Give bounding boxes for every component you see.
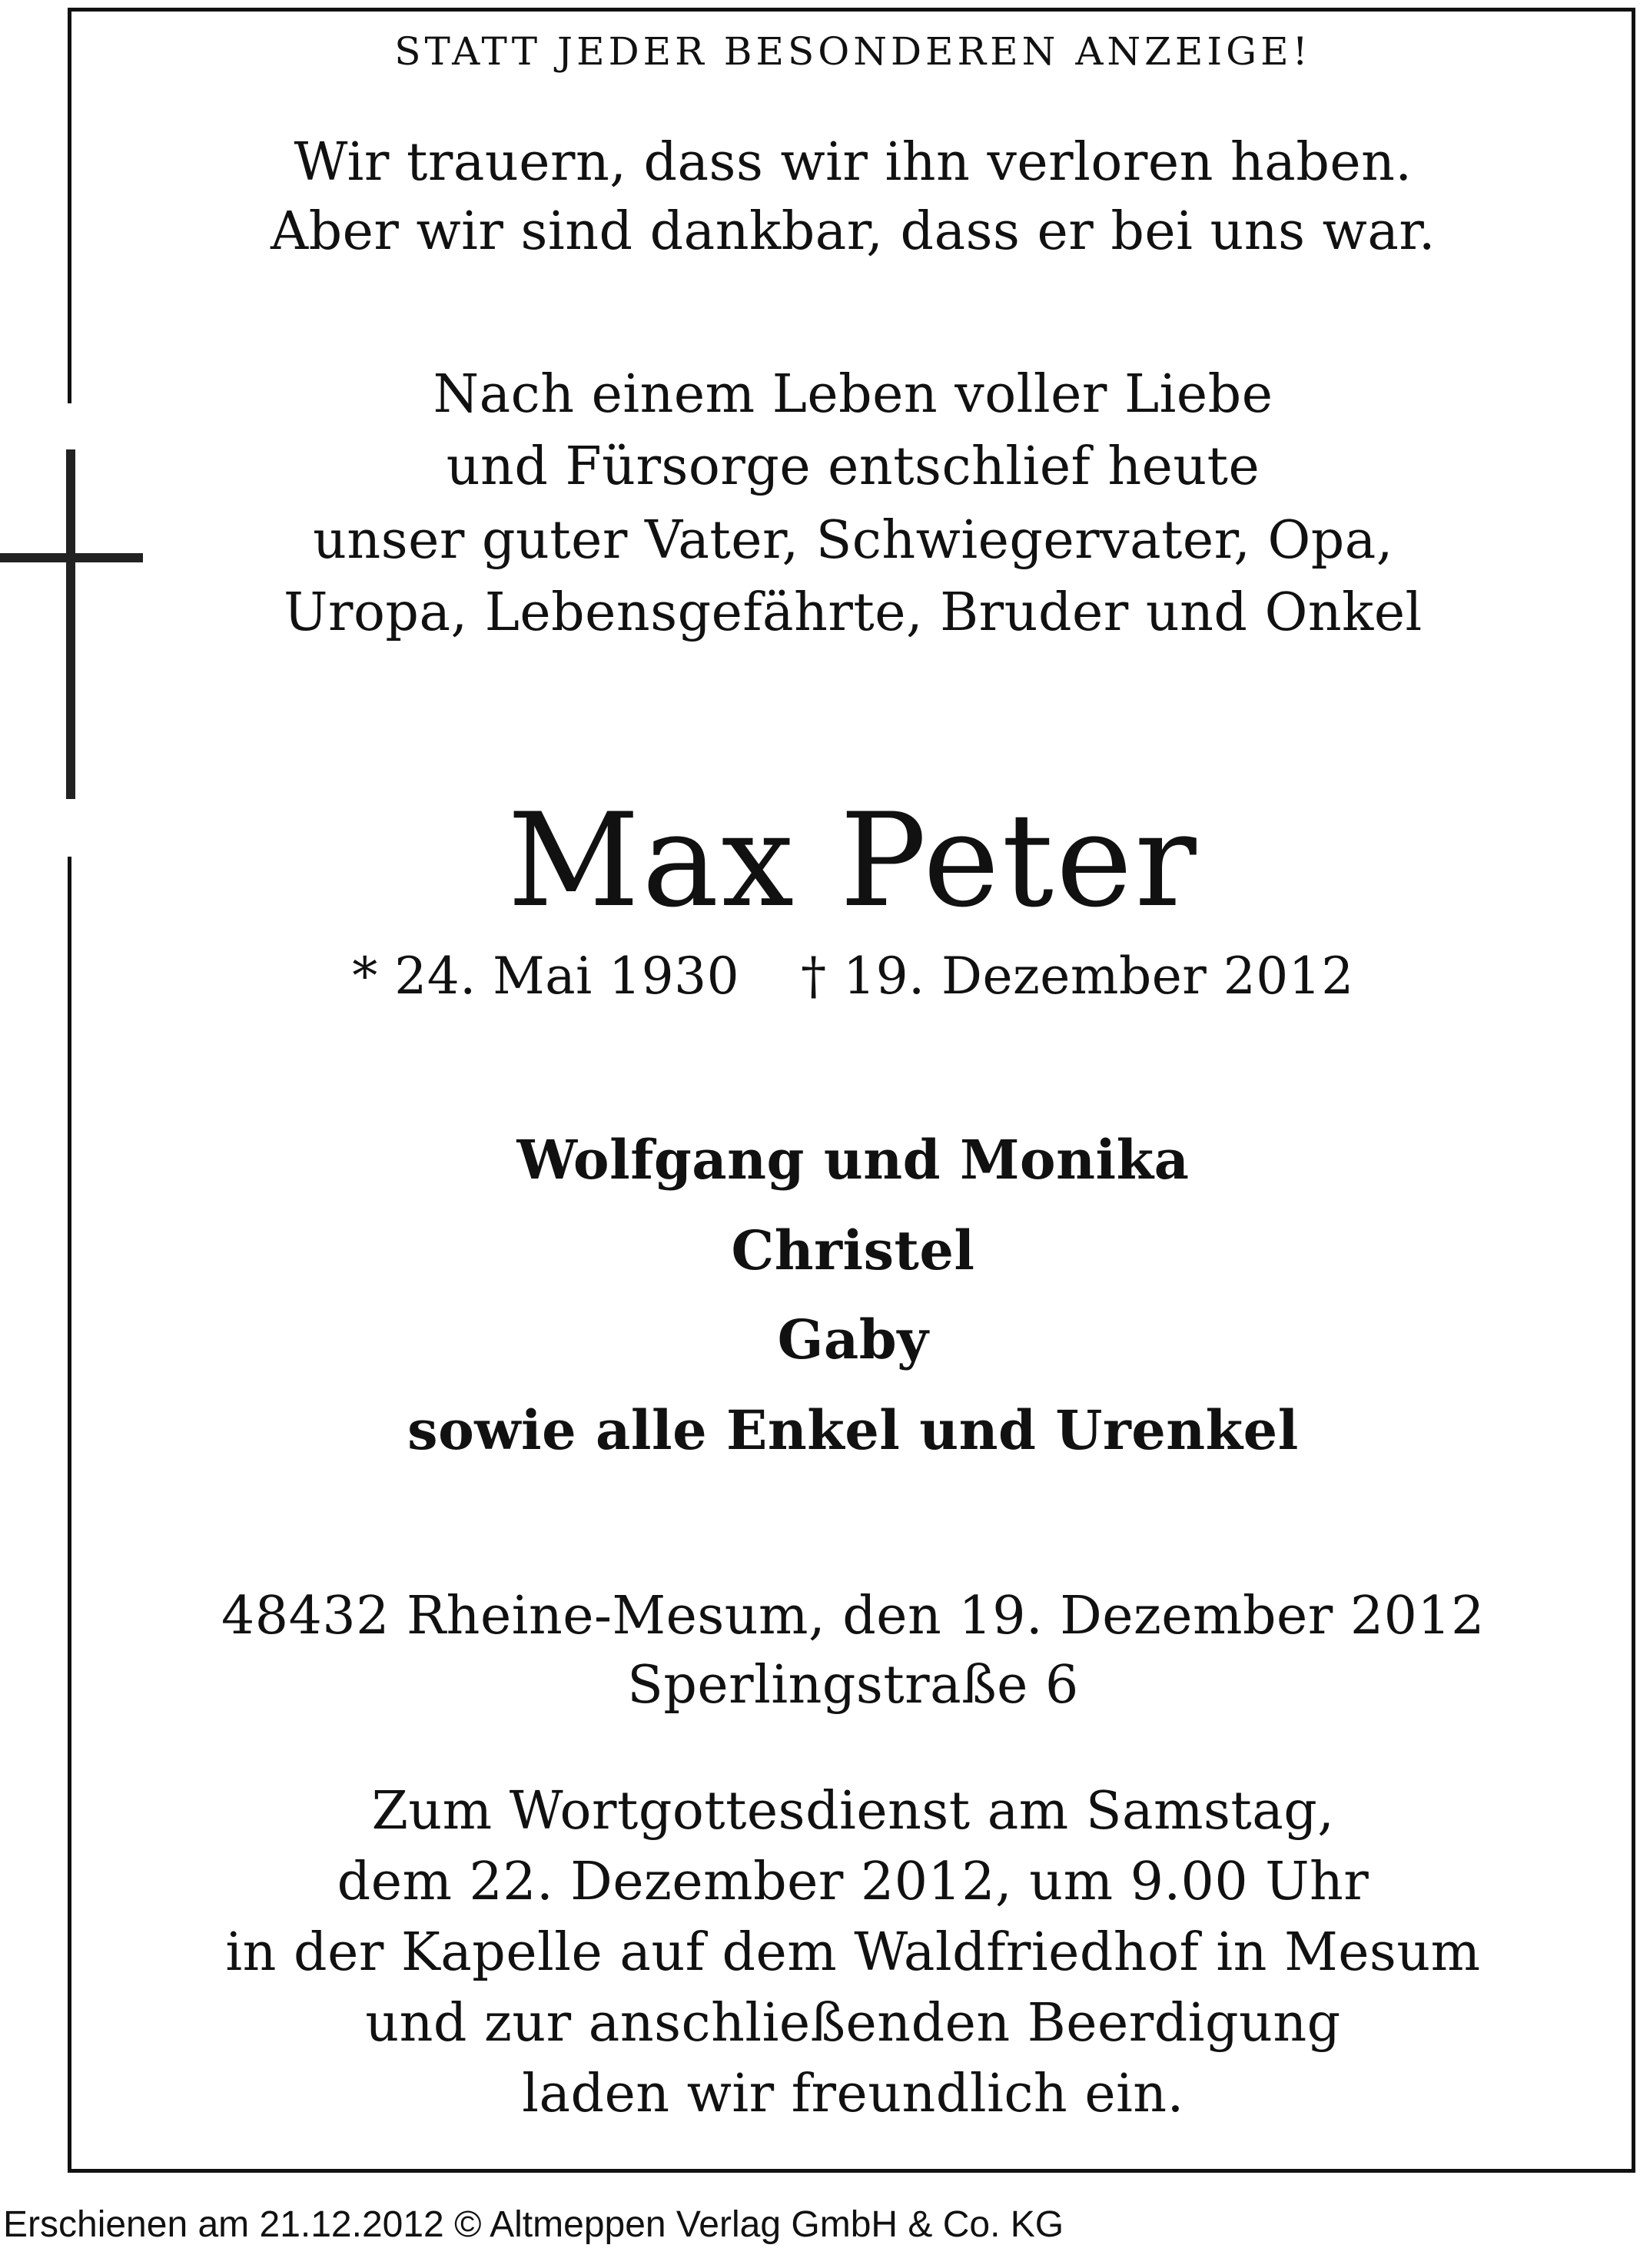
birth-date: * 24. Mai 1930	[352, 947, 740, 1006]
life-dates	[77, 947, 1629, 1006]
quote-line: Aber wir sind dankbar, dass er bei uns war.	[270, 201, 1436, 262]
service-line: laden wir freundlich ein.	[522, 2064, 1184, 2124]
publication-footer: Erschienen am 21.12.2012 © Altmeppen Verlag GmbH & Co. KG	[3, 2204, 1064, 2245]
service-line: in der Kapelle auf dem Waldfriedhof in Mesum	[225, 1922, 1481, 1983]
intro-line: und Fürsorge entschlief heute	[446, 436, 1260, 497]
death-date: † 19. Dezember 2012	[801, 947, 1354, 1006]
deceased-name: Max Peter	[507, 785, 1199, 936]
mourner-line: Gaby	[777, 1308, 929, 1371]
mourner-line: sowie alle Enkel und Urenkel	[407, 1398, 1299, 1462]
service-line: und zur anschließenden Beerdigung	[365, 1993, 1341, 2054]
service-line: dem 22. Dezember 2012, um 9.00 Uhr	[337, 1852, 1369, 1912]
service-line: Zum Wortgottesdienst am Samstag,	[371, 1781, 1335, 1842]
notice-frame	[68, 8, 1635, 2173]
intro-line: Nach einem Leben voller Liebe	[433, 364, 1273, 425]
mourner-line: Christel	[731, 1219, 975, 1282]
cross-icon	[66, 449, 75, 799]
intro-line: Uropa, Lebensgefährte, Bruder und Onkel	[284, 582, 1423, 643]
address-line: Sperlingstraße 6	[627, 1655, 1079, 1716]
mourner-line: Wolfgang und Monika	[516, 1128, 1190, 1192]
address-line: 48432 Rheine-Mesum, den 19. Dezember 2012	[221, 1586, 1485, 1646]
intro-line: unser guter Vater, Schwiegervater, Opa,	[313, 510, 1393, 571]
quote-line: Wir trauern, dass wir ihn verloren haben.	[294, 132, 1413, 193]
notice-header: STATT JEDER BESONDEREN ANZEIGE!	[394, 29, 1312, 74]
